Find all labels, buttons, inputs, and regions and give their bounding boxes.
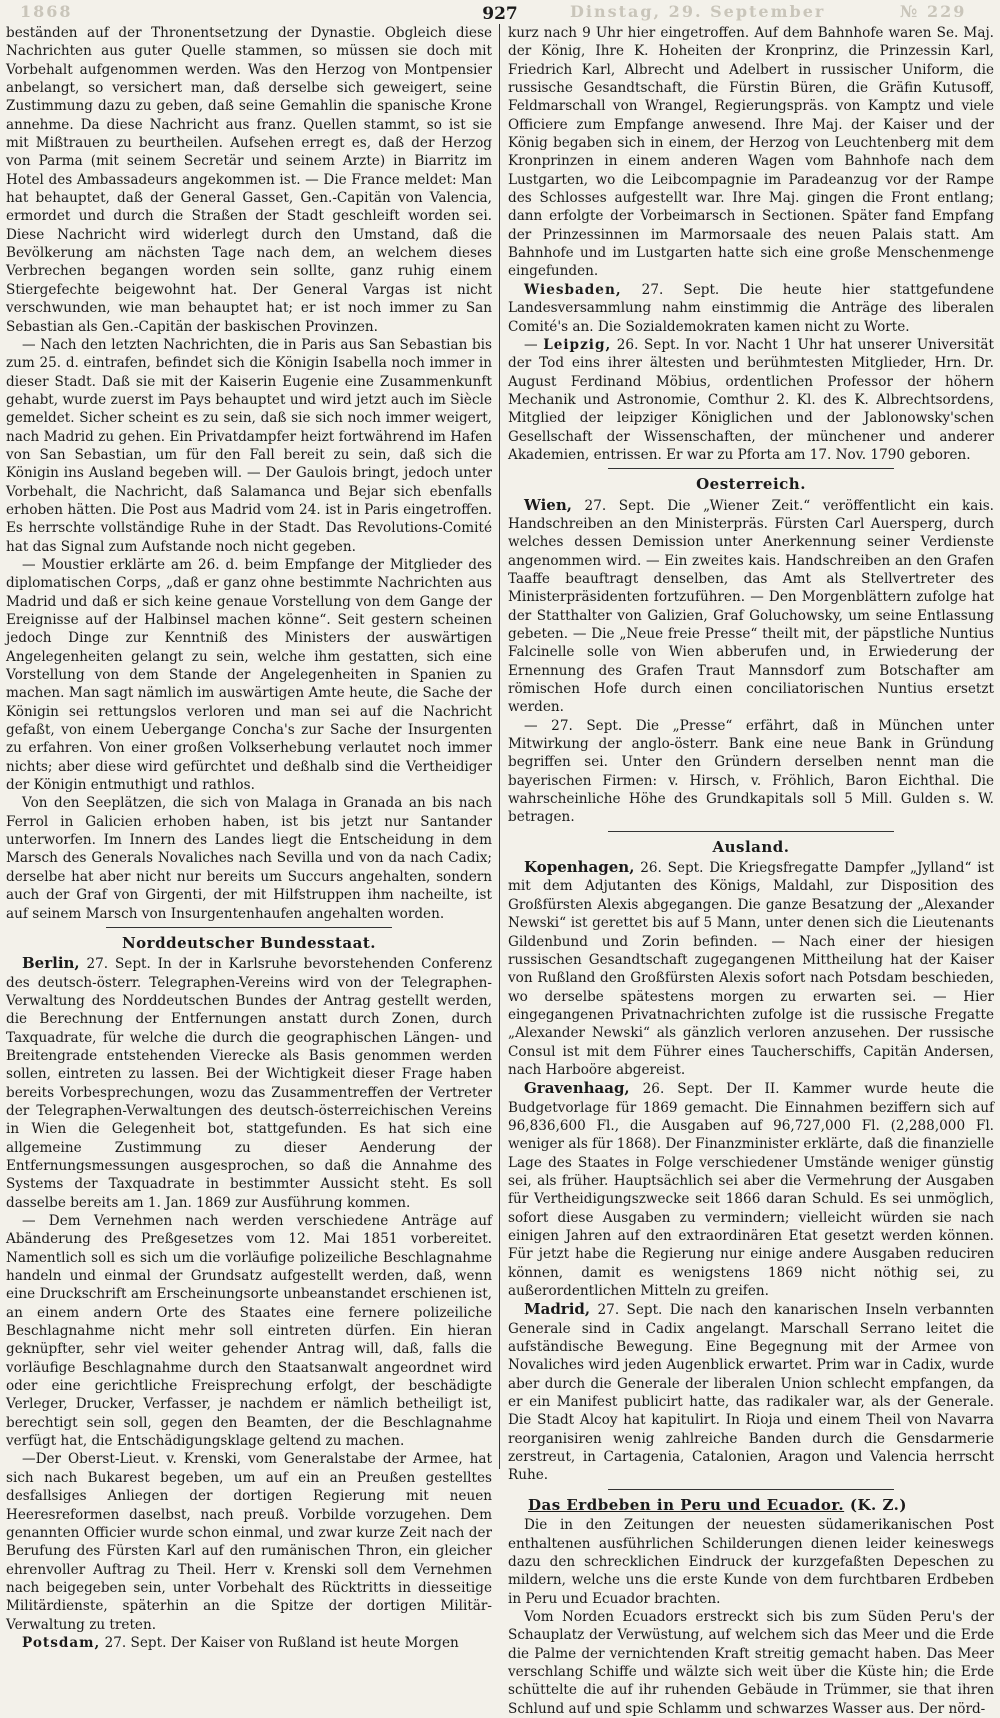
article-madrid	[508, 1300, 994, 1484]
article-gravenhaag	[508, 1079, 994, 1300]
section-rule	[608, 1489, 894, 1490]
dateline-place: Wiesbaden,	[524, 281, 622, 298]
paragraph: Die in den Zeitungen der neuesten südamerikanischen Post enthaltenen ausführlichen Schilderungen dienen leider keineswegs dazu den schrecklichen Eindruck der kurzgefaßten Depeschen zu mildern, welche uns die erste Kunde von dem furchtbaren Erdbeben in Peru und Ecuador brachten.	[508, 1517, 994, 1607]
article-text: 26. Sept. In vor. Nacht 1 Uhr hat unserer Universität der Tod eins ihrer ältesten und berühmtesten Mitglieder, Hrn. Dr. August Ferdinand Möbius, ordentlichen Professor der höhern Mechanik und Astronomie, Comthur 2. Kl. des K. Albrechtsordens, Mitglied der leipziger Königlichen und der Jablonowsky'schen Gesellschaft der Wissenschaften, der münchener und anderer Akademien, entrissen. Er war zu Pforta am 17. Nov. 1790 geboren.	[508, 336, 994, 463]
dateline-place: Madrid,	[524, 1300, 591, 1319]
section-heading-ausland: Ausland.	[712, 837, 790, 856]
article-text: 26. Sept. Die Kriegsfregatte Dampfer „Jylland“ ist mit dem Adjutanten des Königs, Maldahl, zur Disposition des Großfürsten Alexis abgegangen. Die ganze Besatzung der „Alexander Newski“ ist gerettet bis auf 5 Mann, unter denen sich die Lieutenants Gildenbund und Zorin befinden. — Nach einer der hiesigen russischen Gesandtschaft zugegangenen Mittheilung hat der Kaiser von Rußland den Großfürsten Alexis sofort nach Potsdam beschieden, wo derselbe spätestens morgen zu erwarten sei. — Hier eingegangenen Privatnachrichten zufolge ist die russische Fregatte „Alexander Newski“ als gänzlich verloren anzusehen. Der russische Consul ist mit dem Führer eines Taucherschiffs, Capitän Andersen, nach Harboöre abgereist.	[508, 860, 994, 1078]
dateline-place: Kopenhagen,	[524, 858, 635, 877]
paragraph: Vom Norden Ecuadors erstreckt sich bis zum Süden Peru's der Schauplatz der Verwüstung, auf welchem sich das Meer und die Erde die Palme der vernichtenden Kraft streitig gemacht haben. Das Meer verschlang Schiffe und wälzte sich weit über die Küste hin; die Erde schüttelte die auf ihr ruhenden Gebäude in Trümmer, sie that ihren Schlund auf und spie Schlamm und schwarzes Wasser aus. Der nörd-	[508, 1608, 994, 1717]
feature-title: Das Erdbeben in Peru und Ecuador.	[528, 1495, 845, 1514]
article-text: 27. Sept. Die nach den kanarischen Inseln verbannten Generale sind in Cadix angelangt. Marschall Serrano leitet die aufständische Bewegung. Eine Begegnung mit der Armee von Novaliches wird jeden Augenblick erwartet. Prim war in Cadix, wurde aber durch die Generale der liberalen Union schlecht empfangen, da er ein Manifest publicirt hatte, das radikaler war, als der Generale. Die Stadt Alcoy hat kapitulirt. In Rioja und einem Theil von Navarra reorganisiren wenig zahlreiche Banden durch die Gensdarmerie zerstreut, in Cartagenia, Catalonien, Aragon und Valencia herrscht Ruhe.	[508, 1302, 994, 1484]
paragraph: — Nach den letzten Nachrichten, die in Paris aus San Sebastian bis zum 25. d. eintrafen, befindet sich die Königin Isabella noch immer in dieser Stadt. Daß sie mit der Kaiserin Eugenie eine Zusammenkunft gehabt, wurde zuerst im Pays behauptet und wird jetzt auch im Siècle gemeldet. Sicher scheint es zu sein, daß sie sich noch immer weigert, nach Madrid zu gehen. Ein Privatdampfer heizt fortwährend im Hafen von San Sebastian, um für den Fall bereit zu sein, daß sich die Königin ins Ausland begeben will. — Der Gaulois bringt, jedoch unter Vorbehalt, die Nachricht, daß Salamanca und Bejar sich ebenfalls erhoben hätten. Die Post aus Madrid vom 24. ist in Paris eingetroffen. Es herrschte vollständige Ruhe in der Stadt. Das Revolutions-Comité hat das Signal zum Aufstande noch nicht gegeben.	[6, 336, 492, 555]
paragraph: — Dem Vernehmen nach werden verschiedene Anträge auf Abänderung des Preßgesetzes vom 12. Mai 1851 vorbereitet. Namentlich soll es sich um die vorläufige polizeiliche Beschlagnahme handeln und einmal der Grundsatz aufgestellt werden, daß, wenn eine Druckschrift am Erscheinungsorte unbeanstandet erschienen ist, an einem andern Orte des Staates eine fernere polizeiliche Beschlagnahme nicht mehr soll eintreten dürfen. Ein hieran geknüpfter, sehr viel weiter gehender Antrag will, daß, falls die vorläufige Beschlagnahme durch den Staatsanwalt angeordnet wird oder eine gerichtliche Freisprechung erfolgt, der beschädigte Verleger, Drucker, Verfasser, je nachdem er nämlich betheiligt ist, berechtigt sein soll, gegen den Beamten, der die Beschlagnahme verfügt hat, die Entschädigungsklage geltend zu machen.	[6, 1213, 492, 1450]
section-rule	[608, 831, 894, 832]
page-number: 927	[482, 4, 518, 24]
section-rule	[106, 927, 392, 928]
article-leipzig: — Leipzig, 26. Sept. In vor. Nacht 1 Uhr hat unserer Universität der Tod eins ihrer ältesten und berühmtesten Mitglieder, Hrn. Dr. August Ferdinand Möbius, ordentlichen Professor der höhern Mechanik und Astronomie, Comthur 2. Kl. des K. Albrechtsordens, Mitglied der leipziger Königlichen und der Jablonowsky'schen Gesellschaft der Wissenschaften, der münchener und anderer Akademien, entrissen. Er war zu Pforta am 17. Nov. 1790 geboren.	[508, 336, 994, 463]
left-column	[6, 24, 492, 1651]
article-text: 27. Sept. Die heute hier stattgefundene Landesversammlung nahm einstimmig die Anträge des liberalen Comité's an. Die Sozialdemokraten kamen nicht zu Worte.	[508, 281, 994, 335]
paragraph: kurz nach 9 Uhr hier eingetroffen. Auf dem Bahnhofe waren Se. Maj. der König, Ihre K. Hoheiten der Kronprinz, die Prinzessin Karl, Friedrich Karl, Albrecht und Adelbert in russischer Uniform, die russische Gesandtschaft, die Fürstin Büren, die Gräfin Kutusoff, Feldmarschall von Wrangel, Regierungspräs. von Kamptz und viele Officiere zum Empfange anwesend. Ihre Maj. der Kaiser und der König begaben sich in einem, der Herzog von Leuchtenberg mit dem Kronprinzen in einem anderen Wagen vom Bahnhofe nach dem Lustgarten, wo die Leibcompagnie im Paradeanzug vor der Rampe des Schlosses aufgestellt war. Ihre Maj. gingen die Front entlang; dann erfolgte der Vorbeimarsch in Sectionen. Später fand Empfang der Prinzessinnen im Marmorsaale des neuen Palais statt. Am Bahnhofe und im Lustgarten hatte sich eine große Menschenmenge eingefunden.	[508, 25, 994, 280]
article-text: 27. Sept. Der Kaiser von Rußland ist heute Morgen	[100, 1634, 459, 1651]
paragraph: — Moustier erklärte am 26. d. beim Empfange der Mitglieder des diplomatischen Corps, „daß er ganz ohne bestimmte Nachrichten aus Madrid und daß er sich keine genaue Vorstellung von dem Gange der Ereignisse auf der Halbinsel machen könne“. Seit gestern scheinen jedoch Dinge zur Kenntniß des Ministers der auswärtigen Angelegenheiten gelangt zu sein, welche ihm gestatten, sich eine Vorstellung von dem Stande der Angelegenheiten in Spanien zu machen. Man sagt nämlich im auswärtigen Amte heute, die Sache der Königin sei rettungslos verloren und man sei auf die Nachricht gefaßt, von einem Uebergange Concha's zur Sache der Insurgenten zu erfahren. Von einer großen Volkserhebung verlautet noch immer nichts; aber diese wird gefürchtet und deßhalb sind die Vertheidiger der Königin entmuthigt und rathlos.	[6, 556, 492, 794]
feature-heading-erdbeben	[508, 1496, 994, 1514]
dateline-place: Leipzig,	[543, 336, 612, 353]
dateline-place: Berlin,	[22, 954, 80, 973]
article-text: 26. Sept. Der II. Kammer wurde heute die Budgetvorlage für 1869 gemacht. Die Einnahmen beziffern sich auf 96,836,600 Fl., die Ausgaben auf 96,727,000 Fl. (2,288,000 Fl. weniger als für 1868). Der Finanzminister erklärte, daß die finanzielle Lage des Staates in Folge verschiedener Umstände weniger günstig sei, als früher. Hauptsächlich sei aber die Vermehrung der Ausgaben für Vertheidigungszwecke seit 1866 daran Schuld. Es sei unmöglich, sofort diese Ausgaben zu vermindern; vielleicht würden sie nach einigen Jahren auf den extraordinären Etat gesetzt werden können. Für jetzt habe die Regierung nur einige andere Ausgaben reduciren können, damit es wenigstens 1869 nicht nöthig sei, zu außerordentlichen Mitteln zu greifen.	[508, 1081, 994, 1300]
section-heading-oesterreich: Oesterreich.	[696, 475, 806, 494]
feature-source: (K. Z.)	[844, 1495, 907, 1514]
article-potsdam	[6, 1634, 492, 1652]
section-heading-norddeutsch: Norddeutscher Bundesstaat.	[121, 933, 377, 952]
column-divider	[499, 24, 500, 1469]
ghost-header-issue: № 229	[900, 2, 967, 21]
ghost-header-date: Dinstag, 29. September	[570, 2, 826, 21]
dateline-place: Potsdam,	[22, 1634, 101, 1651]
paragraph: beständen auf der Thronentsetzung der Dynastie. Obgleich diese Nachrichten aus guter Quelle stammen, so müssen sie doch mit Vorbehalt aufgenommen werden. Was den Herzog von Montpensier anbelangt, so versichert man, daß derselbe sich geweigert, seine Zustimmung dazu zu geben, daß seine Gemahlin die spanische Krone annehme. Da diese Nachricht aus franz. Quellen stammt, so ist sie mit Mißtrauen zu beurtheilen. Aufsehen erregt es, daß der Herzog von Parma (mit seinem Secretär und seinem Arzte) in Biarritz im Hotel des Ambassadeurs angekommen ist. — Die France meldet: Man hat behauptet, daß der General Gasset, Gen.-Capitän von Valencia, ermordet und durch die Straßen der Stadt geschleift worden sei. Diese Nachricht wird widerlegt durch den Umstand, daß die Bevölkerung am nächsten Tage nach dem, an welchem dieses Verbrechen begangen worden sein sollte, ganz ruhig einem Stiergefechte beigewohnt hat. Der General Vargas ist nicht verschwunden, wie man behauptet hat; er ist noch immer zu San Sebastian als Gen.-Capitän der baskischen Provinzen.	[6, 25, 492, 335]
dateline-place: Gravenhaag,	[524, 1079, 630, 1098]
article-wiesbaden	[508, 281, 994, 336]
section-rule	[608, 468, 894, 469]
ghost-header-year: 1868	[20, 2, 73, 21]
paragraph: —Der Oberst-Lieut. v. Krenski, vom Generalstabe der Armee, hat sich nach Bukarest begeben, um auf ein an Preußen gestelltes desfallsiges Anliegen der dortigen Regierung mit neuen Heeresreformen daselbst, nach preuß. Vorbilde vorzugehen. Dem genannten Officier wurde schon einmal, und zwar kurze Zeit nach der Berufung des Fürsten Karl auf den rumänischen Thron, ein gleicher ehrenvoller Auftrag zu Theil. Herr v. Krenski soll dem Vernehmen nach beigegeben sein, unter Vorbehalt des Rücktritts in diesseitige Militärdienste, späterhin an die Spitze der dortigen Militär-Verwaltung zu treten.	[6, 1451, 492, 1633]
article-text: 27. Sept. Die „Wiener Zeit.“ veröffentlicht ein kais. Handschreiben an den Ministerpräs. Fürsten Carl Auersperg, durch welches dessen Demission unter Anerkennung seiner Verdienste angenommen wird. — Ein zweites kais. Handschreiben an den Grafen Taaffe beauftragt denselben, das Amt als Stellvertreter des Ministerpräsidenten fortzuführen. — Den Morgenblättern zufolge hat der Statthalter von Galizien, Graf Goluchowsky, um seine Entlassung gebeten. — Die „Neue freie Presse“ theilt mit, der päpstliche Nuntius Falcinelle solle von Wien abberufen und, in Erwiederung der Ernennung des Grafen Traut Mannsdorf zum Botschafter am römischen Hofe durch einen conciliatorischen Nuntius ersetzt werden.	[508, 497, 994, 716]
paragraph: — 27. Sept. Die „Presse“ erfährt, daß in München unter Mitwirkung der anglo-österr. Bank eine neue Bank in Gründung begriffen sei. Unter den Gründern derselben nennt man die bayerischen Firmen: v. Hirsch, v. Fröhlich, Baron Eichthal. Die wahrscheinliche Höhe des Grundkapitals soll 5 Mill. Gulden s. W. betragen.	[508, 717, 994, 826]
article-berlin	[6, 954, 492, 1212]
article-text: 27. Sept. In der in Karlsruhe bevorstehenden Conferenz des deutsch-österr. Telegraphen-Vereins wird von der Telegraphen-Verwaltung des Norddeutschen Bundes der Antrag gestellt werden, die Berechnung der Entfernungen anstatt durch Zonen, durch Taxquadrate, für welche die durch die geographischen Längen- und Breitengrade entstehenden Vierecke als Basis genommen werden sollen, eintreten zu lassen. Bei der Wichtigkeit dieser Frage haben bereits Vorbesprechungen, wozu das Zusammentreffen der Vertreter der Telegraphen-Verwaltungen des deutsch-österreichischen Vereins in Wien die Gelegenheit bot, stattgefunden. Es hat sich eine allgemeine Zustimmung zu dieser Aenderung der Entfernungsmessungen ausgesprochen, so daß die Annahme des Systems der Taxquadrate in bestimmter Aussicht steht. Es soll dasselbe bereits am 1. Jan. 1869 zur Ausführung kommen.	[6, 956, 492, 1211]
right-column	[508, 24, 994, 1717]
paragraph: Von den Seeplätzen, die sich von Malaga in Granada an bis nach Ferrol in Galicien erhoben haben, ist bis jetzt nur Santander unterworfen. Im Innern des Landes liegt die Entscheidung in dem Marsch des Generals Novaliches nach Sevilla und von da nach Cadix; derselbe hat aber nicht nur bereits um Succurs angehalten, sondern auch der Graf von Girgenti, der mit Hilfstruppen ihm nacheilte, ist auf seinem Marsch von Insurgentenhaufen angehalten worden.	[6, 795, 492, 922]
article-wien	[508, 496, 994, 717]
dateline-place: Wien,	[524, 495, 572, 514]
article-kopenhagen	[508, 858, 994, 1079]
